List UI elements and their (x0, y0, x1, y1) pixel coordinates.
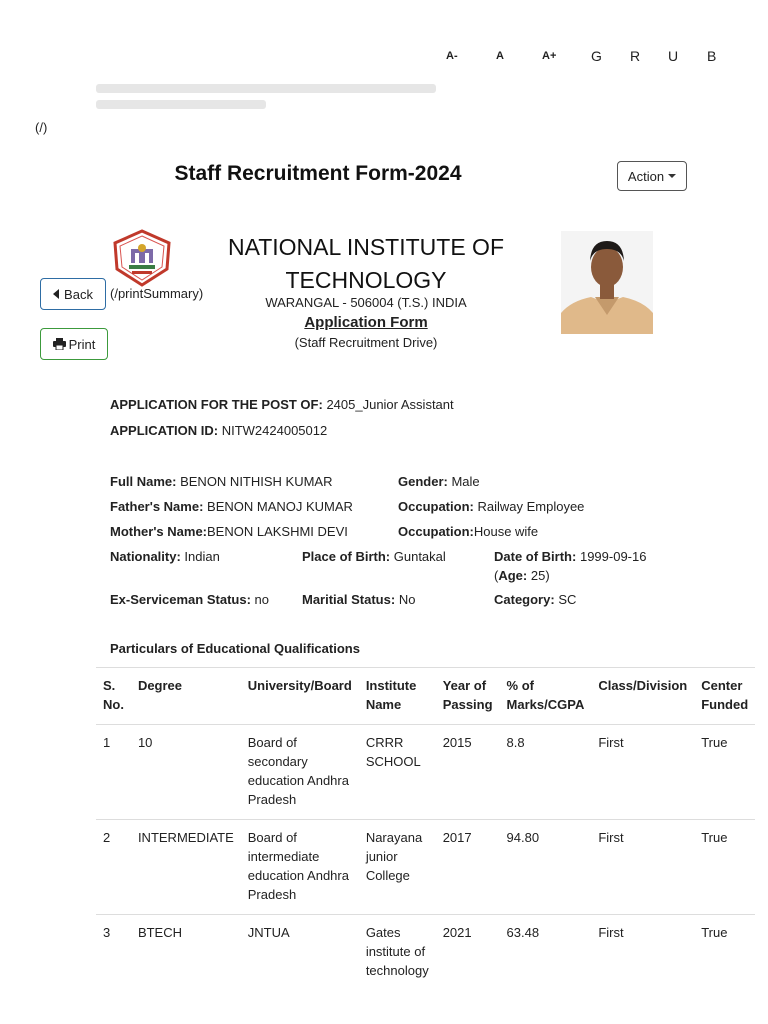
language-b-link[interactable]: B (707, 48, 717, 64)
marital-status-value: No (398, 592, 416, 607)
cell-degree: INTERMEDIATE (131, 820, 241, 915)
date-of-birth: Date of Birth: 1999-09-16 (Age: 25) (494, 549, 647, 583)
cell-year: 2015 (436, 725, 500, 820)
cell-class: First (591, 915, 694, 991)
education-section-title: Particulars of Educational Qualifications (110, 641, 360, 656)
language-u-link[interactable]: U (668, 48, 679, 64)
font-normal-link[interactable]: A (496, 50, 504, 62)
cell-year: 2017 (436, 820, 500, 915)
place-of-birth-label: Place of Birth: (302, 549, 391, 564)
cell-university: Board of intermediate education Andhra Pradesh (241, 820, 359, 915)
cell-institute: Gates institute of technology (359, 915, 436, 991)
cell-year: 2021 (436, 915, 500, 991)
father-occupation (398, 497, 584, 516)
applicant-photo (561, 231, 653, 334)
ex-serviceman-status (110, 590, 269, 609)
mother-occupation (398, 522, 538, 541)
cell-funded: True (694, 915, 755, 991)
application-post (110, 395, 454, 414)
father-name (110, 497, 353, 516)
father-name-value: BENON MANOJ KUMAR (207, 499, 353, 514)
table-row (96, 725, 755, 820)
cell-sno: 1 (96, 725, 131, 820)
education-table (96, 667, 755, 990)
col-header-funded: Center Funded (694, 668, 755, 725)
age-value: 25 (530, 568, 546, 583)
cell-institute: Narayana junior College (359, 820, 436, 915)
category-value: SC (558, 592, 577, 607)
category-label: Category: (494, 592, 555, 607)
application-id (110, 421, 327, 440)
printer-icon (53, 338, 66, 350)
full-name-value: BENON NITHISH KUMAR (180, 474, 333, 489)
col-header-institute: Institute Name (359, 668, 436, 725)
gender (398, 472, 480, 491)
full-name (110, 472, 333, 491)
mother-occupation-value: House wife (473, 524, 539, 539)
place-of-birth (302, 547, 446, 566)
caret-down-icon (668, 174, 676, 178)
cell-institute: CRRR SCHOOL (359, 725, 436, 820)
institute-address: WARANGAL - 506004 (T.S.) INDIA (265, 295, 467, 310)
back-button-label: Back (64, 286, 93, 302)
cell-funded: True (694, 725, 755, 820)
page-title: Staff Recruitment Form-2024 (174, 162, 462, 185)
font-increase-link[interactable]: A+ (542, 50, 557, 62)
father-occupation-label: Occupation: (398, 499, 474, 514)
cell-class: First (591, 820, 694, 915)
dob-label: Date of Birth: (494, 549, 577, 564)
faded-header-banner (96, 82, 441, 114)
ex-serviceman-value: no (254, 592, 269, 607)
gender-value: Male (451, 474, 480, 489)
cell-marks: 8.8 (500, 725, 592, 820)
print-button-label: Print (68, 336, 96, 352)
cell-degree: BTECH (131, 915, 241, 991)
col-header-year: Year of Passing (436, 668, 500, 725)
application-id-label: APPLICATION ID: (110, 423, 219, 438)
action-dropdown-button[interactable] (617, 161, 687, 191)
mother-occupation-label: Occupation: (398, 524, 474, 539)
back-button[interactable] (40, 278, 106, 310)
nationality-value: Indian (184, 549, 220, 564)
cell-sno: 3 (96, 915, 131, 991)
cell-marks: 94.80 (500, 820, 592, 915)
nit-warangal-logo-icon (111, 229, 173, 287)
chevron-left-icon (53, 289, 59, 299)
full-name-label: Full Name: (110, 474, 177, 489)
father-name-label: Father's Name: (110, 499, 204, 514)
font-decrease-link[interactable]: A- (446, 50, 458, 62)
language-g-link[interactable]: G (591, 48, 602, 64)
col-header-university: University/Board (241, 668, 359, 725)
father-occupation-value: Railway Employee (477, 499, 585, 514)
ex-serviceman-label: Ex-Serviceman Status: (110, 592, 251, 607)
institute-name: NATIONAL INSTITUTE OF TECHNOLOGY (227, 234, 504, 293)
age-label: Age: (498, 568, 528, 583)
category (494, 590, 576, 609)
col-header-sno: S. No. (96, 668, 131, 725)
gender-label: Gender: (398, 474, 448, 489)
mother-name-label: Mother's Name: (110, 524, 207, 539)
cell-sno: 2 (96, 820, 131, 915)
nationality-label: Nationality: (110, 549, 181, 564)
print-button[interactable] (40, 328, 108, 360)
language-r-link[interactable]: R (630, 48, 641, 64)
marital-status-label: Maritial Status: (302, 592, 396, 607)
drive-subtitle: (Staff Recruitment Drive) (294, 335, 438, 350)
cell-class: First (591, 725, 694, 820)
cell-funded: True (694, 820, 755, 915)
cell-university: Board of secondary education Andhra Pradesh (241, 725, 359, 820)
mother-name (110, 522, 348, 541)
cell-university: JNTUA (241, 915, 359, 991)
table-row (96, 820, 755, 915)
cell-marks: 63.48 (500, 915, 592, 991)
dob-value: 1999-09-16 (579, 549, 647, 564)
col-header-class: Class/Division (591, 668, 694, 725)
post-value: 2405_Junior Assistant (326, 397, 454, 412)
nationality (110, 547, 220, 566)
print-summary-link[interactable]: (/printSummary) (110, 286, 204, 301)
application-id-value: NITW2424005012 (221, 423, 328, 438)
col-header-degree: Degree (131, 668, 241, 725)
form-title: Application Form (304, 314, 428, 331)
table-row (96, 915, 755, 991)
place-of-birth-value: Guntakal (393, 549, 446, 564)
post-label: APPLICATION FOR THE POST OF: (110, 397, 323, 412)
action-button-label: Action (627, 168, 665, 184)
education-table-header (96, 668, 755, 725)
cell-degree: 10 (131, 725, 241, 820)
marital-status (302, 590, 415, 609)
col-header-marks: % of Marks/CGPA (500, 668, 592, 725)
home-link[interactable]: (/) (35, 120, 48, 135)
mother-name-value: BENON LAKSHMI DEVI (207, 524, 348, 539)
